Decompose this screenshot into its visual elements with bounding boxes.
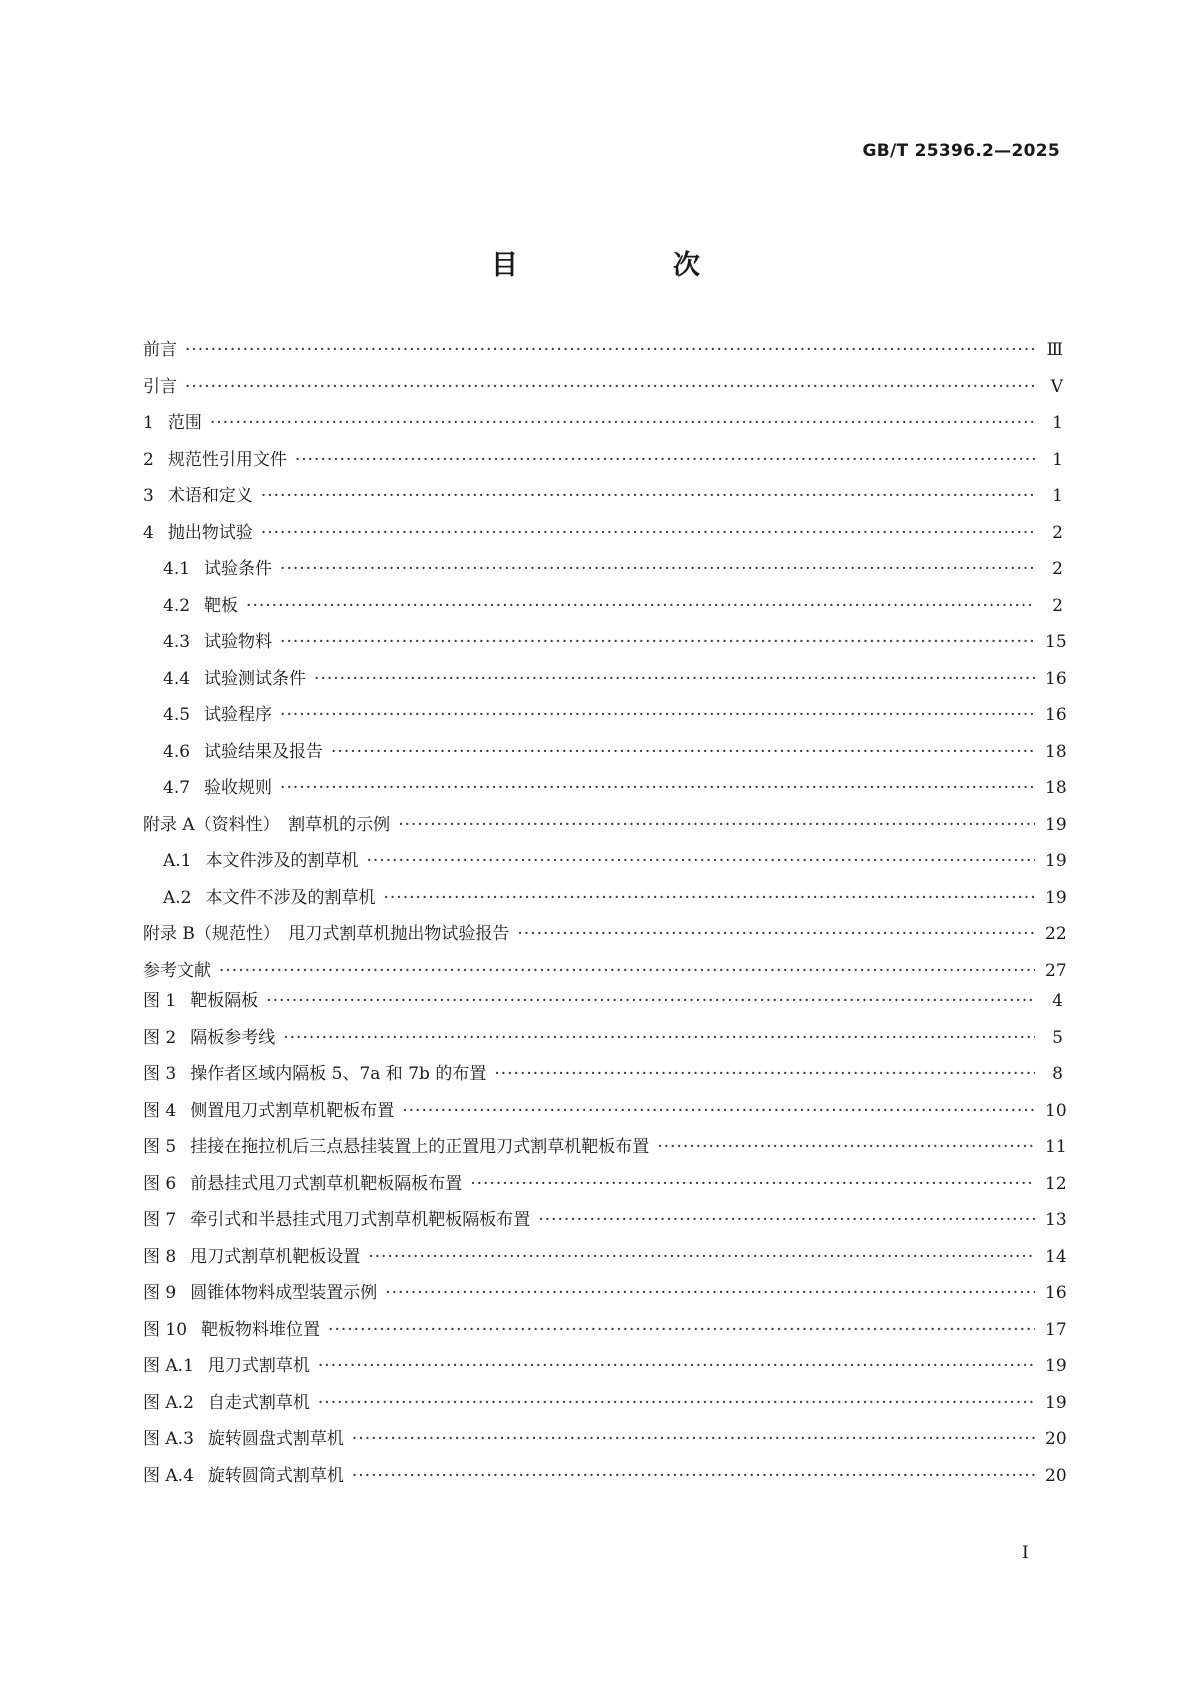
toc-entry[interactable] xyxy=(143,843,1067,880)
entry-label: 本文件不涉及的割草机 xyxy=(205,887,376,908)
entry-label: 参考文献 xyxy=(143,960,211,981)
dot-leader xyxy=(328,1312,1035,1349)
dot-leader xyxy=(657,1129,1035,1166)
dot-leader xyxy=(538,1202,1035,1239)
entry-number: A.2 xyxy=(163,887,192,908)
page-title: 目 次 xyxy=(491,250,764,281)
dot-leader xyxy=(314,661,1035,698)
toc-entry[interactable] xyxy=(143,405,1063,442)
entry-label: 规范性引用文件 xyxy=(167,449,287,470)
entry-page-number: 27 xyxy=(1045,960,1067,981)
figure-entry[interactable] xyxy=(143,1458,1067,1495)
figure-entry[interactable] xyxy=(143,1129,1067,1166)
entry-number: 图 7 xyxy=(143,1210,177,1230)
entry-page-number: 16 xyxy=(1045,705,1067,725)
figure-entry[interactable] xyxy=(143,1020,1063,1057)
figure-entry[interactable] xyxy=(143,1348,1067,1385)
entry-number: 图 5 xyxy=(143,1137,177,1157)
dot-leader xyxy=(318,1348,1035,1385)
toc-entry[interactable] xyxy=(143,807,1067,844)
entry-label: 侧置甩刀式割草机靶板布置 xyxy=(190,1100,395,1121)
entry-number: 4.2 xyxy=(163,595,191,616)
toc-sections xyxy=(143,332,1067,989)
entry-number: A.1 xyxy=(163,851,192,871)
entry-label: 靶板物料堆位置 xyxy=(201,1319,321,1340)
entry-label: 操作者区域内隔板 5、7a 和 7b 的布置 xyxy=(190,1064,487,1084)
toc-entry[interactable] xyxy=(143,551,1063,588)
figure-entry[interactable] xyxy=(143,1202,1067,1239)
entry-page-number: 14 xyxy=(1045,1246,1067,1267)
entry-number: 图 8 xyxy=(143,1246,177,1267)
toc-figures xyxy=(143,983,1067,1494)
entry-number: 1 xyxy=(143,413,154,433)
entry-number: 4.1 xyxy=(163,559,191,579)
entry-label: 前言 xyxy=(143,340,177,360)
dot-leader xyxy=(280,551,1035,588)
entry-number: 图 A.2 xyxy=(143,1392,194,1413)
entry-page-number: 2 xyxy=(1052,522,1063,543)
entry-page-number: 4 xyxy=(1052,991,1063,1011)
entry-page-number: 5 xyxy=(1052,1027,1063,1048)
dot-leader xyxy=(331,734,1035,771)
entry-label: 牵引式和半悬挂式甩刀式割草机靶板隔板布置 xyxy=(190,1210,531,1230)
figure-entry[interactable] xyxy=(143,1239,1067,1276)
entry-page-number: 8 xyxy=(1052,1064,1063,1084)
figure-entry[interactable] xyxy=(143,1421,1067,1458)
entry-label: 本文件涉及的割草机 xyxy=(205,851,359,871)
entry-number: 图 1 xyxy=(143,991,177,1011)
dot-leader xyxy=(494,1056,1035,1093)
entry-page-number: 10 xyxy=(1045,1100,1067,1121)
toc-entry[interactable] xyxy=(143,332,1063,369)
dot-leader xyxy=(517,916,1035,953)
document-code: GB/T 25396.2—2025 xyxy=(862,141,1060,161)
entry-number: 图 A.4 xyxy=(143,1465,194,1486)
toc-entry[interactable] xyxy=(143,697,1067,734)
dot-leader xyxy=(470,1166,1035,1203)
entry-label: 范围 xyxy=(167,413,202,433)
figure-entry[interactable] xyxy=(143,1385,1067,1422)
entry-label: 靶板 xyxy=(204,595,239,616)
dot-leader xyxy=(398,807,1035,844)
entry-page-number: 20 xyxy=(1045,1465,1067,1486)
entry-label: 隔板参考线 xyxy=(190,1027,276,1048)
entry-number: 图 A.1 xyxy=(143,1356,194,1376)
dot-leader xyxy=(384,880,1036,917)
entry-page-number: 19 xyxy=(1045,851,1067,871)
entry-label: 靶板隔板 xyxy=(190,991,259,1011)
toc-entry[interactable] xyxy=(143,588,1063,625)
toc-entry[interactable] xyxy=(143,734,1067,771)
entry-label: 附录 B（规范性） 甩刀式割草机抛出物试验报告 xyxy=(143,924,510,944)
entry-label: 附录 A（资料性） 割草机的示例 xyxy=(143,814,391,835)
entry-number: 3 xyxy=(143,486,154,506)
entry-page-number: 16 xyxy=(1045,1283,1067,1303)
entry-page-number: 17 xyxy=(1045,1319,1067,1340)
entry-page-number: 2 xyxy=(1052,559,1063,579)
toc-entry[interactable] xyxy=(143,661,1067,698)
toc-entry[interactable] xyxy=(143,369,1063,406)
dot-leader xyxy=(385,1275,1035,1312)
entry-page-number: Ⅴ xyxy=(1050,376,1063,397)
dot-leader xyxy=(261,478,1035,515)
entry-label: 抛出物试验 xyxy=(167,522,253,543)
entry-number: 图 3 xyxy=(143,1064,177,1084)
entry-label: 引言 xyxy=(143,376,177,397)
toc-entry[interactable] xyxy=(143,916,1067,953)
dot-leader xyxy=(318,1385,1035,1422)
entry-number: 4.5 xyxy=(163,705,191,725)
figure-entry[interactable] xyxy=(143,1275,1067,1312)
entry-label: 试验结果及报告 xyxy=(204,741,324,762)
toc-entry[interactable] xyxy=(143,770,1067,807)
dot-leader xyxy=(295,442,1035,479)
entry-label: 前悬挂式甩刀式割草机靶板隔板布置 xyxy=(190,1173,463,1194)
entry-page-number: 1 xyxy=(1052,486,1063,506)
entry-page-number: 12 xyxy=(1045,1173,1067,1194)
page-number: I xyxy=(1022,1543,1029,1563)
dot-leader xyxy=(280,697,1035,734)
entry-number: 2 xyxy=(143,449,154,470)
entry-number: 4 xyxy=(143,522,154,543)
entry-number: 图 9 xyxy=(143,1283,177,1303)
entry-number: 图 4 xyxy=(143,1100,177,1121)
entry-label: 圆锥体物料成型装置示例 xyxy=(190,1283,378,1303)
entry-page-number: 19 xyxy=(1045,887,1067,908)
entry-page-number: 16 xyxy=(1045,668,1067,689)
dot-leader xyxy=(367,843,1036,880)
entry-page-number: 19 xyxy=(1045,814,1067,835)
dot-leader xyxy=(261,515,1035,552)
entry-label: 自走式割草机 xyxy=(207,1392,310,1413)
dot-leader xyxy=(352,1458,1035,1495)
entry-number: 图 6 xyxy=(143,1173,177,1194)
entry-label: 试验物料 xyxy=(204,632,273,652)
entry-label: 旋转圆筒式割草机 xyxy=(207,1465,344,1486)
entry-page-number: 13 xyxy=(1045,1210,1067,1230)
figure-entry[interactable] xyxy=(143,983,1063,1020)
figure-entry[interactable] xyxy=(143,1056,1063,1093)
entry-page-number: 18 xyxy=(1045,741,1067,762)
entry-page-number: 15 xyxy=(1045,632,1067,652)
entry-number: 4.3 xyxy=(163,632,191,652)
figure-entry[interactable] xyxy=(143,1166,1067,1203)
entry-label: 术语和定义 xyxy=(167,486,253,506)
entry-number: 4.4 xyxy=(163,668,191,689)
entry-label: 试验条件 xyxy=(204,559,273,579)
entry-page-number: 2 xyxy=(1052,595,1063,616)
entry-page-number: 18 xyxy=(1045,778,1067,798)
figure-entry[interactable] xyxy=(143,1312,1067,1349)
toc-entry[interactable] xyxy=(143,442,1063,479)
entry-page-number: 22 xyxy=(1045,924,1067,944)
toc-entry[interactable] xyxy=(143,624,1067,661)
dot-leader xyxy=(185,369,1035,406)
dot-leader xyxy=(266,983,1035,1020)
dot-leader xyxy=(246,588,1035,625)
entry-page-number: 19 xyxy=(1045,1392,1067,1413)
entry-label: 甩刀式割草机 xyxy=(207,1356,310,1376)
dot-leader xyxy=(368,1239,1035,1276)
toc-entry[interactable] xyxy=(143,515,1063,552)
dot-leader xyxy=(185,332,1035,369)
dot-leader xyxy=(283,1020,1035,1057)
entry-number: 图 2 xyxy=(143,1027,177,1048)
entry-page-number: 19 xyxy=(1045,1356,1067,1376)
entry-label: 甩刀式割草机靶板设置 xyxy=(190,1246,361,1267)
entry-page-number: 1 xyxy=(1052,413,1063,433)
toc-entry[interactable] xyxy=(143,478,1063,515)
entry-number: 4.6 xyxy=(163,741,191,762)
dot-leader xyxy=(280,624,1035,661)
dot-leader xyxy=(352,1421,1035,1458)
entry-number: 图 A.3 xyxy=(143,1429,194,1449)
entry-label: 试验程序 xyxy=(204,705,273,725)
entry-page-number: Ⅲ xyxy=(1046,340,1063,360)
entry-label: 挂接在拖拉机后三点悬挂装置上的正置甩刀式割草机靶板布置 xyxy=(190,1137,650,1157)
entry-page-number: 1 xyxy=(1052,449,1063,470)
entry-label: 验收规则 xyxy=(204,778,273,798)
entry-label: 试验测试条件 xyxy=(204,668,307,689)
dot-leader xyxy=(280,770,1035,807)
dot-leader xyxy=(402,1093,1035,1130)
entry-label: 旋转圆盘式割草机 xyxy=(207,1429,344,1449)
entry-page-number: 11 xyxy=(1045,1137,1067,1157)
entry-number: 4.7 xyxy=(163,778,191,798)
dot-leader xyxy=(210,405,1035,442)
entry-number: 图 10 xyxy=(143,1319,188,1340)
figure-entry[interactable] xyxy=(143,1093,1067,1130)
entry-page-number: 20 xyxy=(1045,1429,1067,1449)
toc-entry[interactable] xyxy=(143,880,1067,917)
